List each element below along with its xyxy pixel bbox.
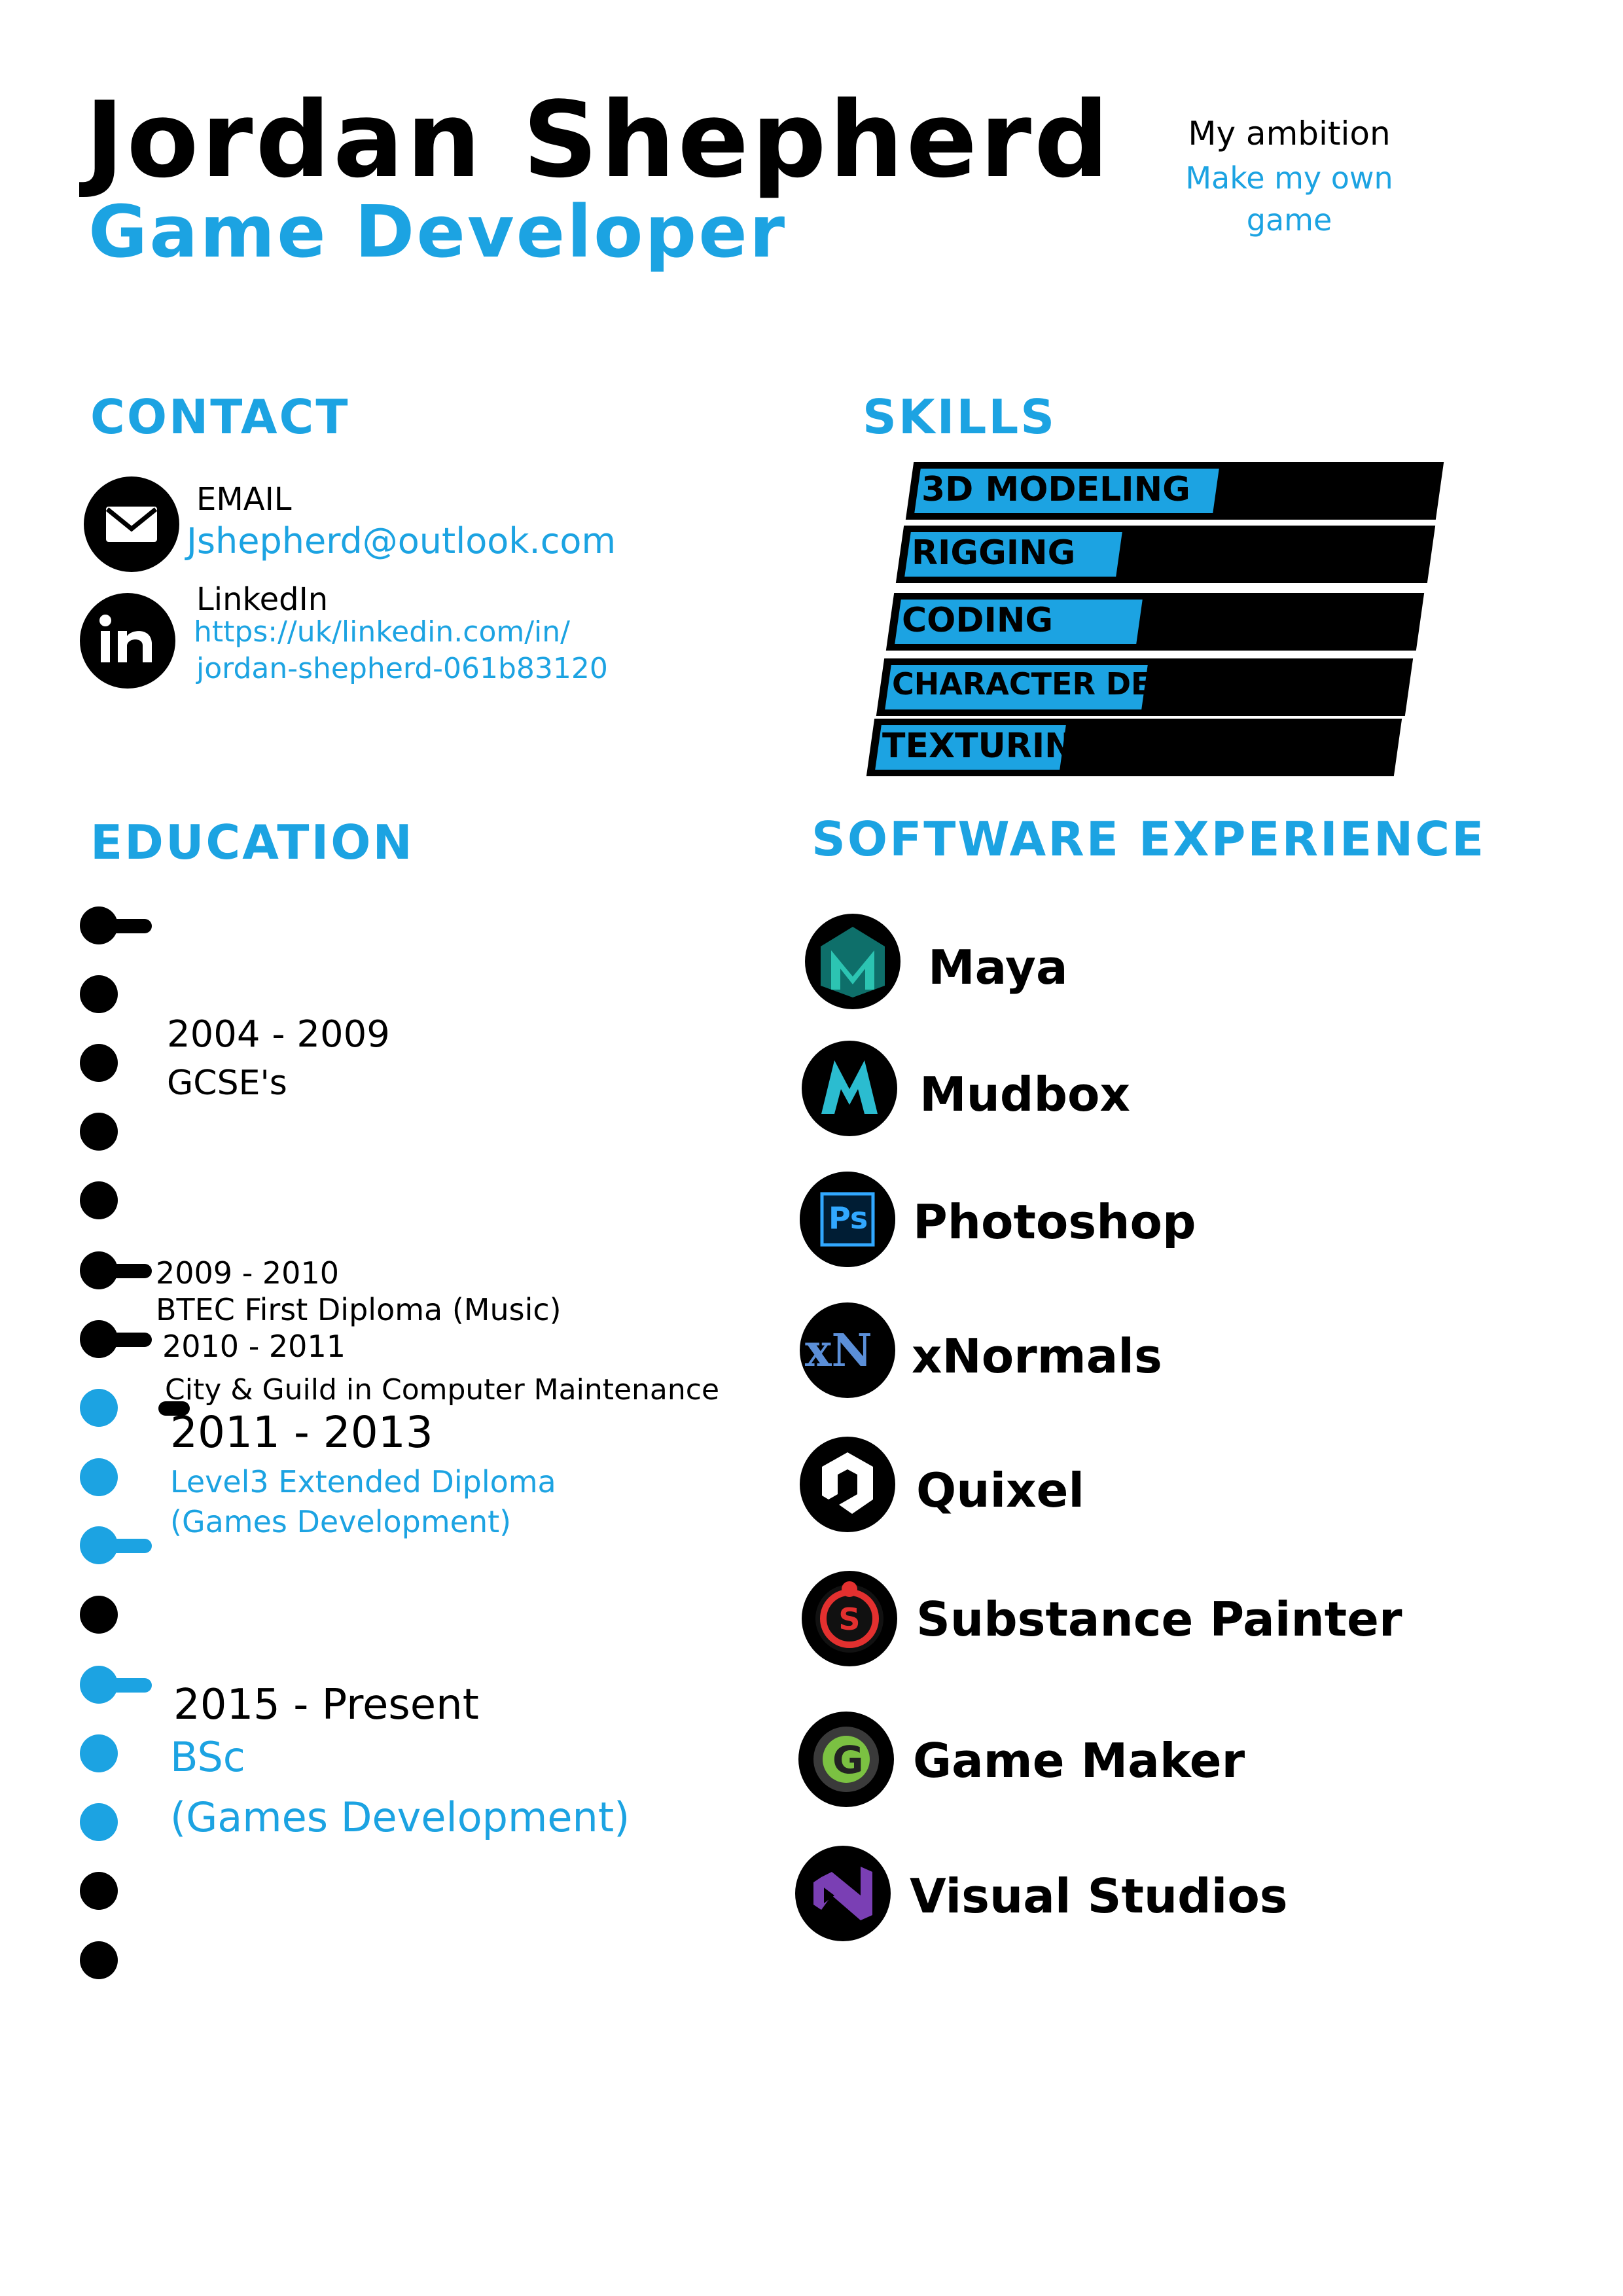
ambition-text <box>1152 157 1427 241</box>
software-name: Visual Studios <box>910 1869 1288 1924</box>
timeline-dot <box>80 1526 118 1564</box>
education-subtitle: (Games Development) <box>170 1793 630 1841</box>
education-subtitle: (Games Development) <box>170 1504 512 1539</box>
game-maker-icon <box>798 1712 894 1807</box>
timeline-dot <box>80 1113 118 1151</box>
quixel-icon <box>800 1437 895 1532</box>
software-name: Mudbox <box>919 1067 1130 1122</box>
education-title: City & Guild in Computer Maintenance <box>165 1373 720 1407</box>
education-years: 2015 - Present <box>173 1681 479 1729</box>
education-years: 2011 - 2013 <box>170 1407 433 1458</box>
education-title: Level3 Extended Diploma <box>170 1464 556 1499</box>
skill-label: TEXTURING <box>882 726 1101 766</box>
job-title: Game Developer <box>88 190 787 274</box>
linkedin-icon <box>80 593 175 689</box>
education-title: GCSE's <box>167 1064 287 1103</box>
timeline-dot <box>80 1458 118 1496</box>
skill-label: 3D MODELING <box>921 470 1190 509</box>
game-maker-icon-text: G <box>832 1738 864 1782</box>
timeline-dot <box>80 1251 118 1289</box>
timeline-dot <box>80 1803 118 1841</box>
software-name: Quixel <box>916 1463 1085 1518</box>
software-heading: SOFTWARE EXPERIENCE <box>812 812 1486 867</box>
email-label: EMAIL <box>196 481 292 518</box>
skill-label: CHARACTER DESIGN <box>892 666 1234 702</box>
timeline-dot <box>80 975 118 1013</box>
candidate-name: Jordan Shepherd <box>85 79 1112 201</box>
software-name: xNormals <box>912 1329 1162 1384</box>
ambition-line-2: game <box>1246 202 1332 238</box>
software-name: Substance Painter <box>916 1592 1402 1647</box>
visual-studio-icon <box>795 1846 891 1941</box>
mudbox-icon <box>802 1041 897 1136</box>
email-link[interactable]: Jshepherd@outlook.com <box>187 520 616 562</box>
xnormals-icon-text: xN <box>805 1325 872 1377</box>
substance-painter-icon <box>802 1571 897 1666</box>
linkedin-link-line-2[interactable]: jordan-shepherd-061b83120 <box>196 652 608 685</box>
software-name: Maya <box>928 940 1068 995</box>
timeline-dot <box>80 1596 118 1634</box>
timeline-dot <box>80 1389 118 1427</box>
ambition-line-1: Make my own <box>1185 160 1393 196</box>
contact-heading: CONTACT <box>90 389 350 444</box>
timeline-dot <box>80 906 118 944</box>
email-icon <box>84 476 179 572</box>
software-name: Game Maker <box>913 1733 1245 1788</box>
skills-heading: SKILLS <box>863 389 1057 444</box>
ambition-title: My ambition <box>1188 115 1391 152</box>
timeline-dot <box>80 1320 118 1358</box>
timeline-dot <box>80 1666 118 1704</box>
skill-label: CODING <box>902 601 1054 640</box>
software-name: Photoshop <box>913 1194 1196 1249</box>
education-years: 2009 - 2010 <box>156 1255 339 1291</box>
timeline-dot <box>80 1044 118 1082</box>
svg-text:S: S <box>838 1602 861 1637</box>
timeline-dot <box>80 1181 118 1219</box>
education-years: 2004 - 2009 <box>167 1013 390 1056</box>
xnormals-icon <box>800 1302 895 1398</box>
timeline-dot <box>80 1872 118 1910</box>
timeline-dot <box>80 1734 118 1772</box>
maya-icon <box>805 914 901 1009</box>
photoshop-icon-text: Ps <box>829 1200 868 1236</box>
education-title: BTEC First Diploma (Music) <box>156 1292 562 1327</box>
linkedin-label: LinkedIn <box>196 581 329 618</box>
photoshop-icon <box>800 1172 895 1267</box>
education-years: 2010 - 2011 <box>162 1329 346 1364</box>
timeline-dot <box>80 1941 118 1979</box>
education-heading: EDUCATION <box>90 815 414 870</box>
education-title: BSc <box>170 1733 245 1781</box>
linkedin-link-line-1[interactable]: https://uk/linkedin.com/in/ <box>194 615 570 649</box>
skill-label: RIGGING <box>912 533 1076 573</box>
